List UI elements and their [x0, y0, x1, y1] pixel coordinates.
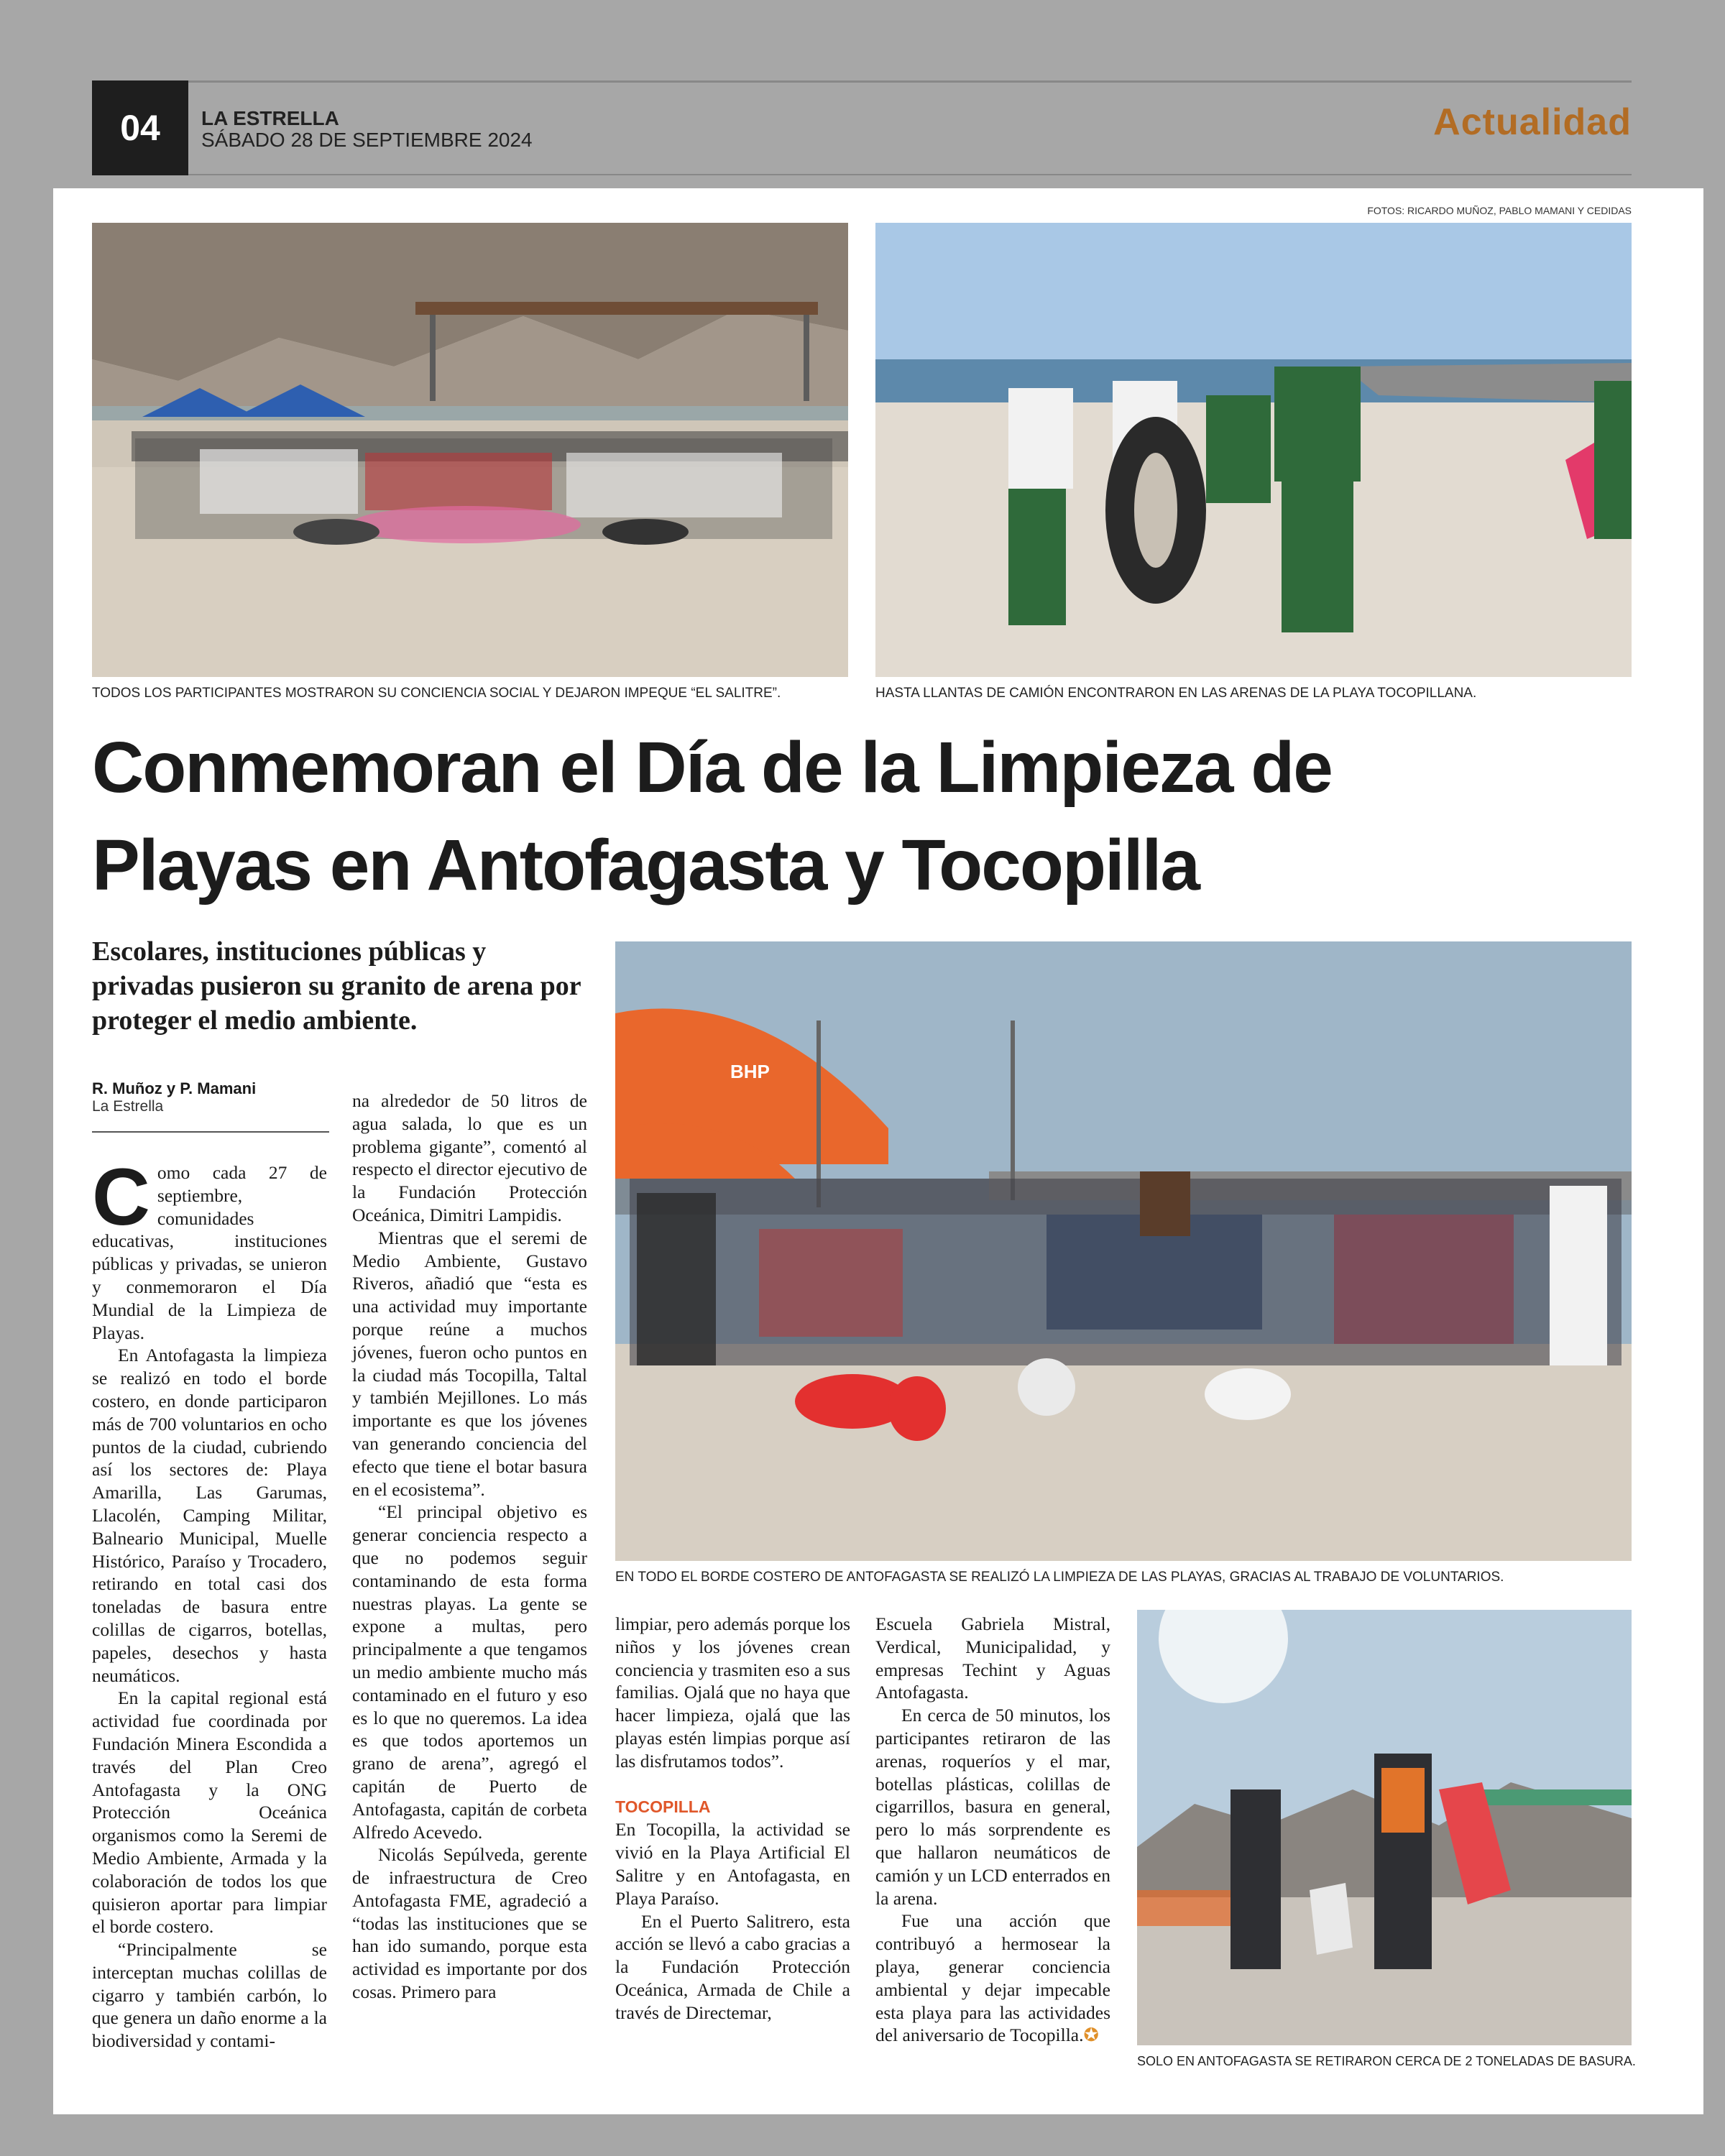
paragraph: na alrededor de 50 litros de agua salada, lo que es un problema gigante”, comentó al respecto el director ejecutivo de la Fundación Protección Oceánica, Dimitri Lampidis.: [352, 1090, 587, 1225]
header-top-rule: [92, 80, 1632, 83]
caption-bottom-right: SOLO EN ANTOFAGASTA SE RETIRARON CERCA DE 2 TONELADAS DE BASURA.: [1137, 2054, 1636, 2068]
byline-names: R. Muñoz y P. Mamani: [92, 1079, 257, 1097]
article-column-4: [875, 1613, 1110, 2047]
paragraph: En cerca de 50 minutos, los participantes retiraron de las arenas, roqueríos y el mar, botellas plásticas, colillas de cigarrillos, basura en general, pero lo más sorprendente es que hallaron neumáticos de camión y un LCD enterrados en la arena.: [875, 1705, 1110, 1909]
headline-line-1: Conmemoran el Día de la Limpieza de: [92, 727, 1332, 808]
photo-antofagasta-volunteers: [615, 941, 1632, 1561]
drop-cap: C: [92, 1152, 150, 1242]
header-bottom-rule: [92, 174, 1632, 175]
article-column-3: [615, 1613, 850, 2024]
paragraph: Mientras que el seremi de Medio Ambiente, Gustavo Riveros, añadió que “esta es una actividad muy importante porque reúne a muchos jóvenes, fueron ocho puntos en la ciudad más Tocopilla, Taltal y también Mejillones. Lo más importante es que los jóvenes van generando conciencia del efecto que tiene el botar basura en el ecosistema”.: [352, 1227, 587, 1500]
col4-text-3: Fue una acción que contribuyó a hermosear la playa, generar conciencia ambiental y dejar impecable esta playa para las actividades del aniversario de Tocopilla.: [875, 1910, 1110, 2046]
headline-line-2: Playas en Antofagasta y Tocopilla: [92, 825, 1200, 906]
paragraph: En el Puerto Salitrero, esta acción se llevó a cabo gracias a la Fundación Protección Oceánica, Armada de Chile a través de Directemar,: [615, 1910, 850, 2023]
paragraph: En Tocopilla, la actividad se vivió en la Playa Artificial El Salitre y en Antofagasta, en Playa Paraíso.: [615, 1819, 850, 1909]
page-number: 04: [92, 80, 188, 175]
section-title: Actualidad: [1433, 101, 1632, 143]
deck: Escolares, instituciones públicas y privadas pusieron su granito de arena por proteger el medio ambiente.: [92, 936, 581, 1036]
paragraph: “El principal objetivo es generar conciencia respecto a que no podemos seguir contaminando de esta forma nuestras playas. La gente se expone a multas, pero principalmente a que tengamos un medio ambiente mucho más contaminado en el futuro y eso es lo que no queremos. La idea es que todos aportemos un grano de arena”, agregó el capitán de Puerto de Antofagasta, capitán de corbeta Alfredo Acevedo.: [352, 1501, 587, 1843]
caption-main-photo: EN TODO EL BORDE COSTERO DE ANTOFAGASTA SE REALIZÓ LA LIMPIEZA DE LAS PLAYAS, GRACIAS AL TRABAJO DE VOLUNTARIOS.: [615, 1570, 1504, 1585]
paragraph: “Principalmente se interceptan muchas colillas de cigarro y también carbón, lo que genera un daño enorme a la biodiversidad y contami-: [92, 1939, 327, 2052]
photo-tire-tocopilla-image: [875, 223, 1632, 677]
subhead-tocopilla: TOCOPILLA: [615, 1797, 711, 1816]
issue-date: SÁBADO 28 DE SEPTIEMBRE 2024: [201, 129, 533, 151]
byline-rule: [92, 1131, 329, 1133]
paragraph: limpiar, pero además porque los niños y los jóvenes crean conciencia y trasmiten eso a sus familias. Ojalá que no haya que hacer limpieza, ojalá que las playas estén limpias porque así las disfrutamos todos”.: [615, 1613, 850, 1772]
article-column-1: [92, 1152, 327, 2053]
col1-text-1: omo cada 27 de septiembre, comunidades educativas, instituciones públicas y privadas, se unieron y conmemoraron el Día Mundial de la Limpieza de Playas.: [92, 1162, 327, 1343]
end-mark-icon: ✪: [1083, 2024, 1099, 2046]
article-column-2: [352, 1089, 587, 2004]
photo-tocopilla-cleanup-image: [1137, 1610, 1632, 2045]
paragraph: Nicolás Sepúlveda, gerente de infraestructura de Creo Antofagasta FME, agradeció a “todas las instituciones que se han ido sumando, porque esta actividad es importante por dos cosas. Primero para: [352, 1844, 587, 2003]
photo-tocopilla-cleanup: [1137, 1610, 1632, 2045]
paragraph: En la capital regional está actividad fue coordinada por Fundación Minera Escondida a través del Plan Creo Antofagasta y la ONG Protección Oceánica organismos como la Seremi de Medio Ambiente, Armada y la colaboración de todos los que quisieron aportar para limpiar el borde costero.: [92, 1687, 327, 1938]
paragraph: En Antofagasta la limpieza se realizó en todo el borde costero, en donde participaron más de 700 voluntarios en ocho puntos de la ciudad, cubriendo así los sectores de: Playa Amarilla, Las Garumas, Llacolén, Camping Militar, Balneario Municipal, Muelle Histórico, Paraíso y Trocadero, retirando en total casi dos toneladas de basura entre colillas de cigarros, botellas, papeles, desechos y hasta neumáticos.: [92, 1345, 327, 1686]
masthead: [201, 108, 533, 151]
tent-brand-text: BHP: [730, 1061, 770, 1082]
caption-top-left: TODOS LOS PARTICIPANTES MOSTRARON SU CONCIENCIA SOCIAL Y DEJARON IMPEQUE “EL SALITRE”.: [92, 686, 781, 701]
caption-top-right: HASTA LLANTAS DE CAMIÓN ENCONTRARON EN LAS ARENAS DE LA PLAYA TOCOPILLANA.: [875, 686, 1477, 701]
paragraph: [92, 1152, 327, 1344]
byline: [92, 1079, 329, 1115]
photo-tire-tocopilla: [875, 223, 1632, 677]
photo-antofagasta-volunteers-image: [615, 941, 1632, 1561]
byline-outlet: La Estrella: [92, 1098, 164, 1115]
photo-group-el-salitre: [92, 223, 848, 677]
paragraph: [875, 1909, 1110, 2047]
paragraph: Escuela Gabriela Mistral, Verdical, Municipalidad, y empresas Techint y Aguas Antofagasta.: [875, 1613, 1110, 1703]
photo-credits: FOTOS: RICARDO MUÑOZ, PABLO MAMANI Y CEDIDAS: [1367, 205, 1632, 216]
photo-group-el-salitre-image: [92, 223, 848, 677]
headline: [92, 719, 1644, 914]
paper-name: LA ESTRELLA: [201, 107, 339, 129]
